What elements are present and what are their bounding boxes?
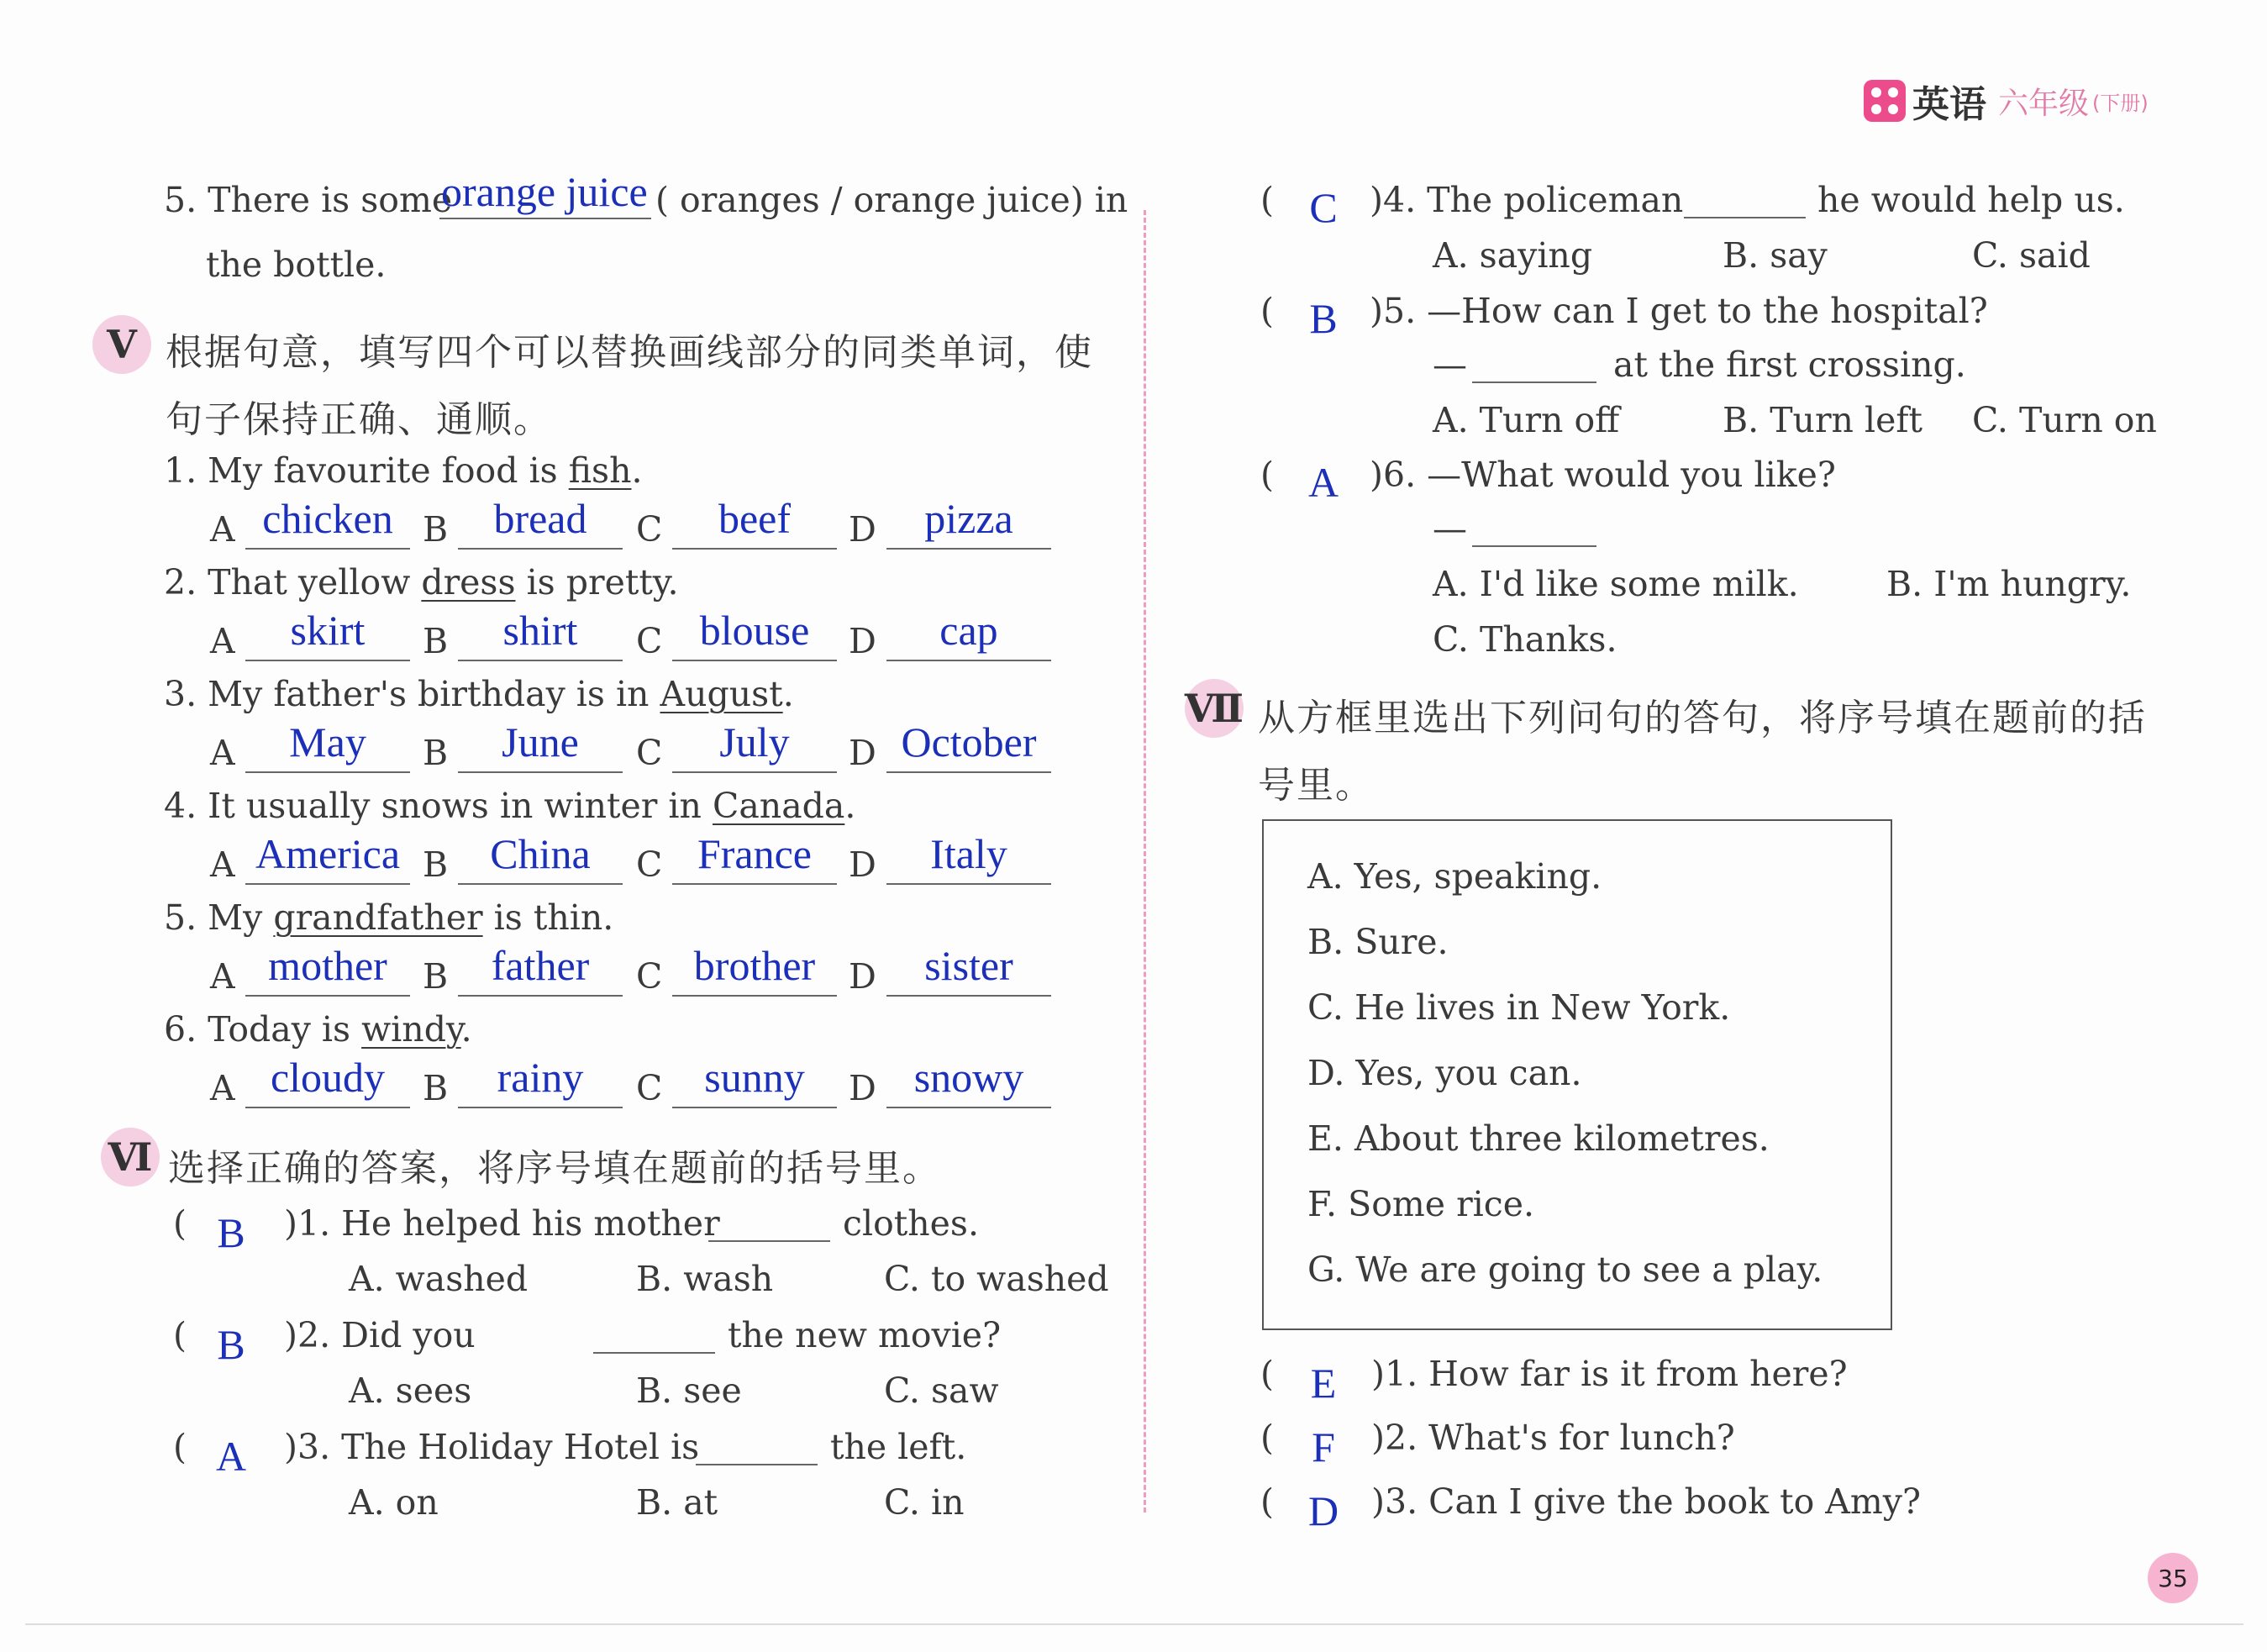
- question-text: he would help us.: [1817, 180, 2125, 220]
- answer-letter: A: [1307, 459, 1339, 506]
- answer-word: cloudy: [270, 1054, 386, 1101]
- answer-blank: [458, 771, 623, 773]
- box-option: A. Yes, speaking.: [1307, 856, 1602, 897]
- q5-prev-text-a: 5. There is some: [164, 180, 453, 220]
- page-number: 35: [2148, 1553, 2198, 1603]
- answer-blank: [672, 548, 837, 550]
- answer-word: France: [697, 830, 813, 877]
- question-blank: [696, 1464, 818, 1465]
- answer-blank: [458, 548, 623, 550]
- question-blank: [1684, 217, 1806, 218]
- answer-word: chicken: [262, 495, 393, 542]
- answer-word: pizza: [924, 495, 1013, 542]
- sentence-text: 5. My: [164, 897, 274, 938]
- option: C. saw: [884, 1371, 999, 1411]
- answer-word: blouse: [699, 607, 810, 654]
- answer-blank: [245, 771, 410, 773]
- answer-word: sister: [924, 942, 1013, 989]
- section-5-title-line1: 根据句意，填写四个可以替换画线部分的同类单词，使: [166, 331, 1093, 374]
- sentence-text: 6. Today is: [164, 1009, 362, 1050]
- option: C. to washed: [884, 1259, 1109, 1299]
- option-letter: D: [849, 509, 876, 550]
- question-text: clothes.: [843, 1203, 979, 1244]
- volume-label: (下册): [2092, 91, 2149, 115]
- option-letter: A: [210, 844, 235, 885]
- page-header: [1864, 74, 2149, 128]
- paren-open: (: [1260, 1481, 1274, 1522]
- option: C. in: [884, 1482, 965, 1523]
- q5-prev-text-b: ( oranges / orange juice) in: [655, 180, 1128, 220]
- sentence-text: .: [844, 786, 856, 826]
- subject-logo-icon: [1864, 80, 1906, 122]
- answer-word: July: [719, 718, 790, 765]
- option: A. saying: [1433, 235, 1593, 276]
- option: C. Thanks.: [1433, 619, 1617, 660]
- question-blank: [1472, 545, 1596, 547]
- answer-blank: [886, 548, 1051, 550]
- question-blank: [708, 1240, 830, 1242]
- paren-open: (: [1260, 291, 1274, 331]
- answer-blank: [672, 660, 837, 661]
- paren-open: (: [1260, 455, 1274, 495]
- answer-letter: F: [1312, 1423, 1335, 1470]
- option-letter: C: [636, 956, 663, 997]
- answer-blank: [245, 883, 410, 885]
- question-text: )2. What's for lunch?: [1371, 1418, 1735, 1458]
- question-text: )4. The policeman: [1370, 180, 1684, 220]
- question-text: )1. He helped his mother: [284, 1203, 720, 1244]
- question-text: the new movie?: [728, 1315, 1002, 1355]
- section-7-title-line1: 从方框里选出下列问句的答句，将序号填在题前的括: [1258, 697, 2147, 739]
- answer-word: skirt: [290, 607, 366, 654]
- section-7-title-line2: 号里。: [1258, 764, 1374, 807]
- underlined-word: dress: [421, 562, 516, 602]
- answer-blank: [458, 883, 623, 885]
- question-text: )3. Can I give the book to Amy?: [1371, 1481, 1921, 1522]
- answer-letter: B: [1309, 295, 1338, 342]
- section-7-numeral: Ⅶ: [1185, 679, 1244, 738]
- sentence: [164, 562, 679, 602]
- option-letter: C: [636, 509, 663, 550]
- section-6-numeral: Ⅵ: [101, 1128, 160, 1186]
- option-letter: A: [210, 956, 235, 997]
- paren-open: (: [173, 1203, 187, 1244]
- paren-open: (: [173, 1427, 187, 1467]
- q5-prev-blank: [439, 218, 651, 219]
- option-letter: A: [210, 621, 235, 661]
- answer-word: October: [901, 718, 1037, 765]
- q5-prev-answer: orange juice: [441, 168, 648, 215]
- answer-letter: B: [217, 1321, 245, 1368]
- sentence-text: is thin.: [482, 897, 614, 938]
- option-letter: A: [210, 733, 235, 773]
- answer-letter: B: [217, 1209, 245, 1256]
- option-letter: C: [636, 733, 663, 773]
- sentence-text: .: [782, 674, 794, 714]
- option: A. washed: [349, 1259, 529, 1299]
- answer-word: beef: [718, 495, 792, 542]
- answer-letter: D: [1307, 1487, 1339, 1534]
- paren-open: (: [173, 1315, 187, 1355]
- answer-blank: [886, 660, 1051, 661]
- answer-word: mother: [268, 942, 387, 989]
- option: B. see: [636, 1371, 742, 1411]
- answer-blank: [245, 1107, 410, 1108]
- option: B. at: [636, 1482, 718, 1523]
- answer-letter: C: [1309, 184, 1338, 231]
- question-blank: [1472, 381, 1596, 383]
- option-letter: C: [636, 844, 663, 885]
- underlined-word: Canada: [712, 786, 845, 826]
- answer-blank: [245, 995, 410, 997]
- question-text: —: [1433, 345, 1467, 385]
- option-letter: C: [636, 621, 663, 661]
- question-text: —: [1433, 508, 1467, 549]
- q5-prev-text-c: the bottle.: [206, 245, 387, 285]
- answer-word: China: [490, 830, 591, 877]
- answer-word: brother: [693, 942, 816, 989]
- answer-blank: [886, 995, 1051, 997]
- option-letter: B: [423, 621, 449, 661]
- grade-label: 六年级: [1998, 86, 2090, 121]
- option-letter: C: [636, 1068, 663, 1108]
- answer-blank: [245, 660, 410, 661]
- question-text: the left.: [830, 1427, 967, 1467]
- sentence: [164, 1009, 472, 1050]
- option: A. Turn off: [1433, 400, 1620, 440]
- sentence: [164, 897, 614, 938]
- sentence-text: is pretty.: [515, 562, 679, 602]
- answer-letter: A: [215, 1433, 247, 1480]
- option-letter: A: [210, 1068, 235, 1108]
- option-letter: D: [849, 1068, 876, 1108]
- box-option: E. About three kilometres.: [1307, 1118, 1770, 1159]
- answer-word: June: [502, 718, 579, 765]
- question-text: )6. —What would you like?: [1370, 455, 1836, 495]
- sentence-text: 1. My favourite food is: [164, 450, 569, 491]
- answer-blank: [458, 1107, 623, 1108]
- sentence: [164, 450, 643, 491]
- option-letter: D: [849, 733, 876, 773]
- answer-blank: [245, 548, 410, 550]
- answer-blank: [672, 995, 837, 997]
- option: A. I'd like some milk.: [1433, 564, 1799, 604]
- underlined-word: windy: [361, 1009, 461, 1050]
- box-option: F. Some rice.: [1307, 1184, 1535, 1224]
- underlined-word: August: [660, 674, 783, 714]
- page-bottom-rule: [25, 1623, 2243, 1625]
- answer-blank: [886, 1107, 1051, 1108]
- question-text: at the first crossing.: [1613, 345, 1966, 385]
- answer-blank: [672, 1107, 837, 1108]
- option-letter: A: [210, 509, 235, 550]
- question-text: )3. The Holiday Hotel is: [284, 1427, 700, 1467]
- question-text: )2. Did you: [284, 1315, 476, 1355]
- column-divider: [1144, 210, 1146, 1513]
- underlined-word: grandfather: [273, 897, 483, 938]
- answer-blank: [672, 771, 837, 773]
- sentence: [164, 674, 794, 714]
- answer-word: America: [255, 830, 401, 877]
- option-letter: B: [423, 509, 449, 550]
- sentence-text: 2. That yellow: [164, 562, 422, 602]
- question-text: )1. How far is it from here?: [1371, 1354, 1848, 1394]
- option: B. I'm hungry.: [1886, 564, 2132, 604]
- sentence-text: .: [460, 1009, 472, 1050]
- answer-word: cap: [939, 607, 998, 654]
- section-6-title: 选择正确的答案，将序号填在题前的括号里。: [168, 1147, 941, 1190]
- section-5-title-line2: 句子保持正确、通顺。: [166, 398, 552, 441]
- option-letter: D: [849, 621, 876, 661]
- answer-blank: [886, 883, 1051, 885]
- answer-word: Italy: [930, 830, 1007, 877]
- answer-blank: [458, 995, 623, 997]
- option: A. sees: [349, 1371, 472, 1411]
- section-5-numeral: V: [92, 315, 151, 374]
- option-letter: B: [423, 956, 449, 997]
- paren-open: (: [1260, 1354, 1274, 1394]
- answer-blank: [458, 660, 623, 661]
- sentence: [164, 786, 856, 826]
- answer-word: sunny: [704, 1054, 805, 1101]
- option: A. on: [349, 1482, 439, 1523]
- sentence-text: 4. It usually snows in winter in: [164, 786, 713, 826]
- option: C. Turn on: [1972, 400, 2157, 440]
- box-option: C. He lives in New York.: [1307, 987, 1731, 1028]
- option-letter: D: [849, 844, 876, 885]
- paren-open: (: [1260, 1418, 1274, 1458]
- option-letter: B: [423, 844, 449, 885]
- answer-blank: [886, 771, 1051, 773]
- underlined-word: fish: [568, 450, 632, 491]
- answer-word: father: [491, 942, 590, 989]
- box-option: B. Sure.: [1307, 922, 1449, 962]
- option: B. say: [1723, 235, 1828, 276]
- option: B. Turn left: [1723, 400, 1923, 440]
- sentence-text: .: [631, 450, 643, 491]
- option-letter: D: [849, 956, 876, 997]
- box-option: G. We are going to see a play.: [1307, 1250, 1823, 1290]
- question-text: )5. —How can I get to the hospital?: [1370, 291, 1988, 331]
- answer-word: snowy: [913, 1054, 1024, 1101]
- answer-word: May: [289, 718, 366, 765]
- answer-word: rainy: [497, 1054, 584, 1101]
- option-letter: B: [423, 733, 449, 773]
- answer-word: bread: [493, 495, 587, 542]
- question-blank: [593, 1352, 715, 1354]
- option-letter: B: [423, 1068, 449, 1108]
- subject-title: 英语: [1912, 83, 1986, 126]
- sentence-text: 3. My father's birthday is in: [164, 674, 660, 714]
- option: C. said: [1972, 235, 2091, 276]
- answer-word: shirt: [502, 607, 578, 654]
- paren-open: (: [1260, 180, 1274, 220]
- answer-letter: E: [1310, 1360, 1337, 1407]
- box-option: D. Yes, you can.: [1307, 1053, 1582, 1093]
- option: B. wash: [636, 1259, 774, 1299]
- answer-blank: [672, 883, 837, 885]
